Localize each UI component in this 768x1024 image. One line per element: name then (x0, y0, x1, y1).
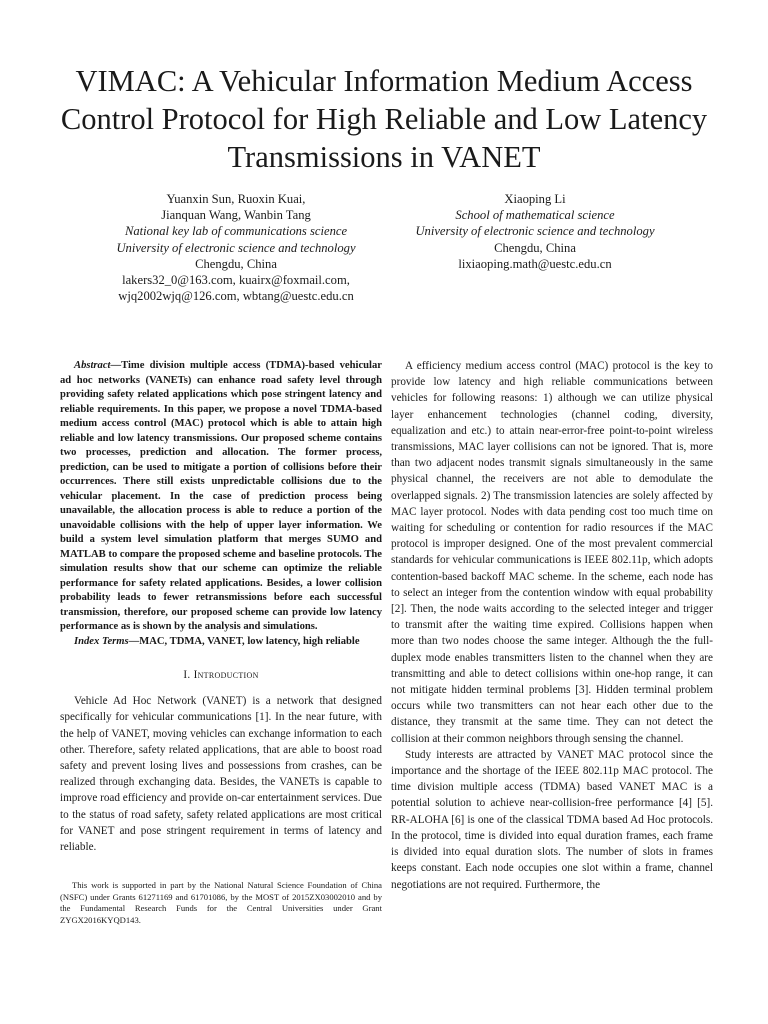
body-paragraph: A efficiency medium access control (MAC) protocol is the key to provide low latency and high reliable communications between vehicles for following reasons: 1) although we can utilize physical layer enhancement technologies (channel coding, diversity, equalization and etc.) to attain near-error-free point-to-point wireless transmissions, MAC layer collisions can not be ignored. That is, more than two adjacent nodes transmit signals simultaneously in the same physical channel, the receivers are not able to demodulate the overlapped signals. 2) The transmission latencies are solely affected by MAC layer protocol. Nodes with data pending cost too much time on waiting for scheduling or contention for radio resources if the MAC protocol is improper designed. One of the most prevalent commercial standards for vehicular communications is IEEE 802.11p, which adopts contention-based backoff MAC scheme. In the scheme, each node has to select an integer from the contention window with equal probability [2]. Then, the node waits according to the selected integer and trigger to transmit after the waiting time expired. Collisions happen when more than two nodes choose the same integer. Although the the full-duplex mode enables transmitters listen to the channel when they are transmitting and able to detect collisions within one-hop range, it can not mitigate hidden terminal problems [3]. Hidden terminal problem occurs while two transmitters can not hear each other due to the distance, they transmit at the same time. They can not detect the collision at their common neighbors through sensing the channel. (391, 360, 713, 745)
author-email: lakers32_0@163.com, kuairx@foxmail.com, (122, 273, 350, 288)
index-terms-text: —MAC, TDMA, VANET, low latency, high reliable (128, 635, 360, 647)
footnote: This work is supported in part by the National Natural Science Foundation of China (NSFC) under Grants 61271169 and 61701086, by the MOST of 2015ZX03002010 and by the Fundamental Research Funds for the Central Universities under Grant ZYGX2016KYQD143. (60, 880, 382, 925)
author-email: wjq2002wjq@126.com, wbtang@uestc.edu.cn (118, 289, 354, 304)
abstract (60, 359, 382, 635)
abstract-label: Abstract (74, 360, 111, 371)
abstract-text: —Time division multiple access (TDMA)-based vehicular ad hoc networks (VANETs) can enhance road safety level through providing safety related applications which pose stringent latency and reliable requirements. In this paper, we propose a novel TDMA-based medium access control (MAC) protocol which is able to attain high reliable and low latency transmissions. Our proposed scheme contains two processes, prediction and allocation. The former process, prediction, can be used to mitigate a portion of collisions before their occurrences. There still exists unpredictable collisions due to the vehicular placement. In the case of prediction process being unavailable, the allocation process is able to reduce a portion of the unavoidable collisions with the help of upper layer information. We build a system level simulation platform that merges SUMO and MATLAB to compare the proposed scheme and baseline protocols. The simulation results show that our scheme can optimize the reliable performance for safety related applications. Besides, a lower collision probability leads to fewer retransmissions before each successful transmission, therefore, our proposed scheme can provide low latency performance as is shown by the analysis and simulations. (60, 360, 382, 632)
section-heading (60, 667, 382, 683)
author-city: Chengdu, China (195, 256, 277, 271)
author-names: Yuanxin Sun, Ruoxin Kuai, (166, 192, 306, 206)
author-names: Jianquan Wang, Wanbin Tang (161, 208, 311, 223)
author-email: lixiaoping.math@uestc.edu.cn (458, 256, 612, 271)
section-number: I. (183, 669, 191, 681)
body-paragraph: Study interests are attracted by VANET MAC protocol since the importance and the shortage of the IEEE 802.11p MAC protocol. The time division multiple access (TDMA) based VANET MAC is a potential solution to achieve near-collision-free performance [4] [5]. RR-ALOHA [6] is one of the classical TDMA based Ad Hoc protocols. In the protocol, time is divided into equal duration frames, each frame is divided into equal duration slots. The number of slots in frames keeps constant. Each node occupies one slot within a frame, channel negotiations are not required. Furthermore, the (391, 748, 713, 891)
author-affiliation: University of electronic science and technology (415, 224, 655, 239)
index-terms (60, 635, 382, 650)
body-paragraph: Vehicle Ad Hoc Network (VANET) is a network that designed specifically for vehicular communications [1]. In the near future, with the help of VANET, moving vehicles can exchange information to each other. Therefore, safety related applications, that are able to boost road safety and prevent losing lives and possessions from crashes, can be realized through exchanging data. Besides, the VANETs is capable to improve road efficiency and provide on-car entertainment services. Due to the status of road safety, safety related applications are most critical for VANET and pose stringent requirement in terms of latency and reliable. (60, 695, 382, 854)
author-block-1 (86, 191, 386, 304)
index-terms-label: Index Terms (74, 635, 129, 647)
author-city: Chengdu, China (494, 240, 576, 255)
author-block-2 (385, 191, 685, 272)
author-affiliation: National key lab of communications science (124, 224, 348, 239)
left-column (60, 359, 382, 855)
paper-title: VIMAC: A Vehicular Information Medium Access Control Protocol for High Reliable and Low Latency Transmissions in VANET (60, 64, 708, 174)
right-column (391, 358, 713, 893)
author-affiliation: University of electronic science and technology (116, 240, 356, 255)
author-names: Xiaoping Li (504, 192, 566, 206)
section-title: Introduction (193, 669, 259, 681)
author-affiliation: School of mathematical science (455, 208, 615, 223)
